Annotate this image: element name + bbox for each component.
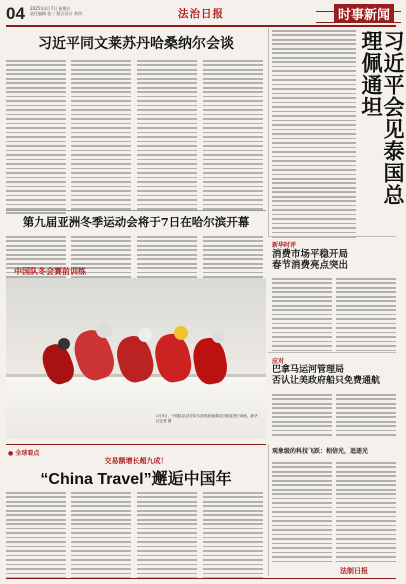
consumption-headline xyxy=(272,249,348,271)
travel-body-col3 xyxy=(137,492,197,582)
column-divider xyxy=(268,444,269,576)
observe-body-col1 xyxy=(272,462,332,565)
games-body-col4 xyxy=(203,236,263,281)
lead-body-col3 xyxy=(137,60,197,212)
lead-body-col4 xyxy=(203,60,263,212)
lead-body-col2 xyxy=(71,60,131,212)
side-headline: 习近平会见泰国总理佩通坦 xyxy=(359,30,406,206)
consumption-kicker: 新华时评 xyxy=(272,242,297,249)
travel-body-col4 xyxy=(203,492,263,582)
china-travel-headline: “China Travel”邂逅中国年 xyxy=(40,471,232,488)
consumption-title-line1: 消费市场平稳开局 xyxy=(272,249,349,260)
travel-body-col2 xyxy=(71,492,131,582)
issue-date xyxy=(30,6,90,16)
canal-title-line1: 巴拿马运河管理局 xyxy=(272,365,345,375)
skater-helmet xyxy=(58,338,70,350)
skater-helmet xyxy=(174,326,188,340)
section-name: 时事新闻 xyxy=(334,4,394,23)
games-headline: 第九届亚洲冬季运动会将于7日在哈尔滨开幕 xyxy=(22,215,250,229)
canal-body-col2 xyxy=(336,394,396,439)
consumption-title-line2: 春节消费亮点突出 xyxy=(272,260,349,271)
canal-body-col1 xyxy=(272,394,332,439)
china-travel-subtitle: 交易额增长超九成！ xyxy=(104,457,168,465)
observe-body-col2 xyxy=(336,462,396,565)
date-line: 2025年2月7日 星期五 xyxy=(30,6,71,11)
speed-skating-photo xyxy=(6,278,266,438)
side-body xyxy=(272,30,356,241)
photo-caption: 2月5日，中国队队员在哈尔滨短道速滑项目赛前进行训练。新华社记者 摄 xyxy=(156,414,258,423)
canal-title-line2: 否认让美政府船只免费通航 xyxy=(272,376,381,386)
footer-brand: 法制日报 xyxy=(340,567,368,575)
box-rule xyxy=(268,352,396,353)
bottom-rule xyxy=(6,444,266,445)
paper-logo: 法治日报 xyxy=(178,8,224,20)
ice-rink xyxy=(6,376,266,438)
footer-rule xyxy=(6,578,396,579)
lead-body-col1 xyxy=(6,60,66,217)
skater-helmet xyxy=(96,322,112,338)
travel-body-col1 xyxy=(6,492,66,582)
games-body-col3 xyxy=(137,236,197,281)
games-rule xyxy=(6,210,266,211)
page-number: 04 xyxy=(6,4,25,23)
photo-headline: 中国队冬会赛前训练 xyxy=(14,266,86,276)
canal-kicker: 应对 xyxy=(272,358,285,365)
header-rule xyxy=(6,25,396,27)
lead-headline: 习近平同文莱苏丹哈桑纳尔会谈 xyxy=(38,36,234,52)
column-divider xyxy=(268,28,269,236)
box-rule xyxy=(268,236,396,237)
china-travel-kicker: ● 全球看点 xyxy=(8,450,40,457)
skater-helmet xyxy=(138,328,152,342)
consumption-body-col2 xyxy=(336,278,396,354)
observe-headline: 观象级的科技飞跃：相信光，追逐光 xyxy=(272,448,369,455)
skater-helmet xyxy=(212,330,225,343)
editor-line: 责任编辑 张三 版式设计 李四 xyxy=(30,11,82,16)
consumption-body-col1 xyxy=(272,278,332,354)
canal-headline xyxy=(272,365,380,387)
